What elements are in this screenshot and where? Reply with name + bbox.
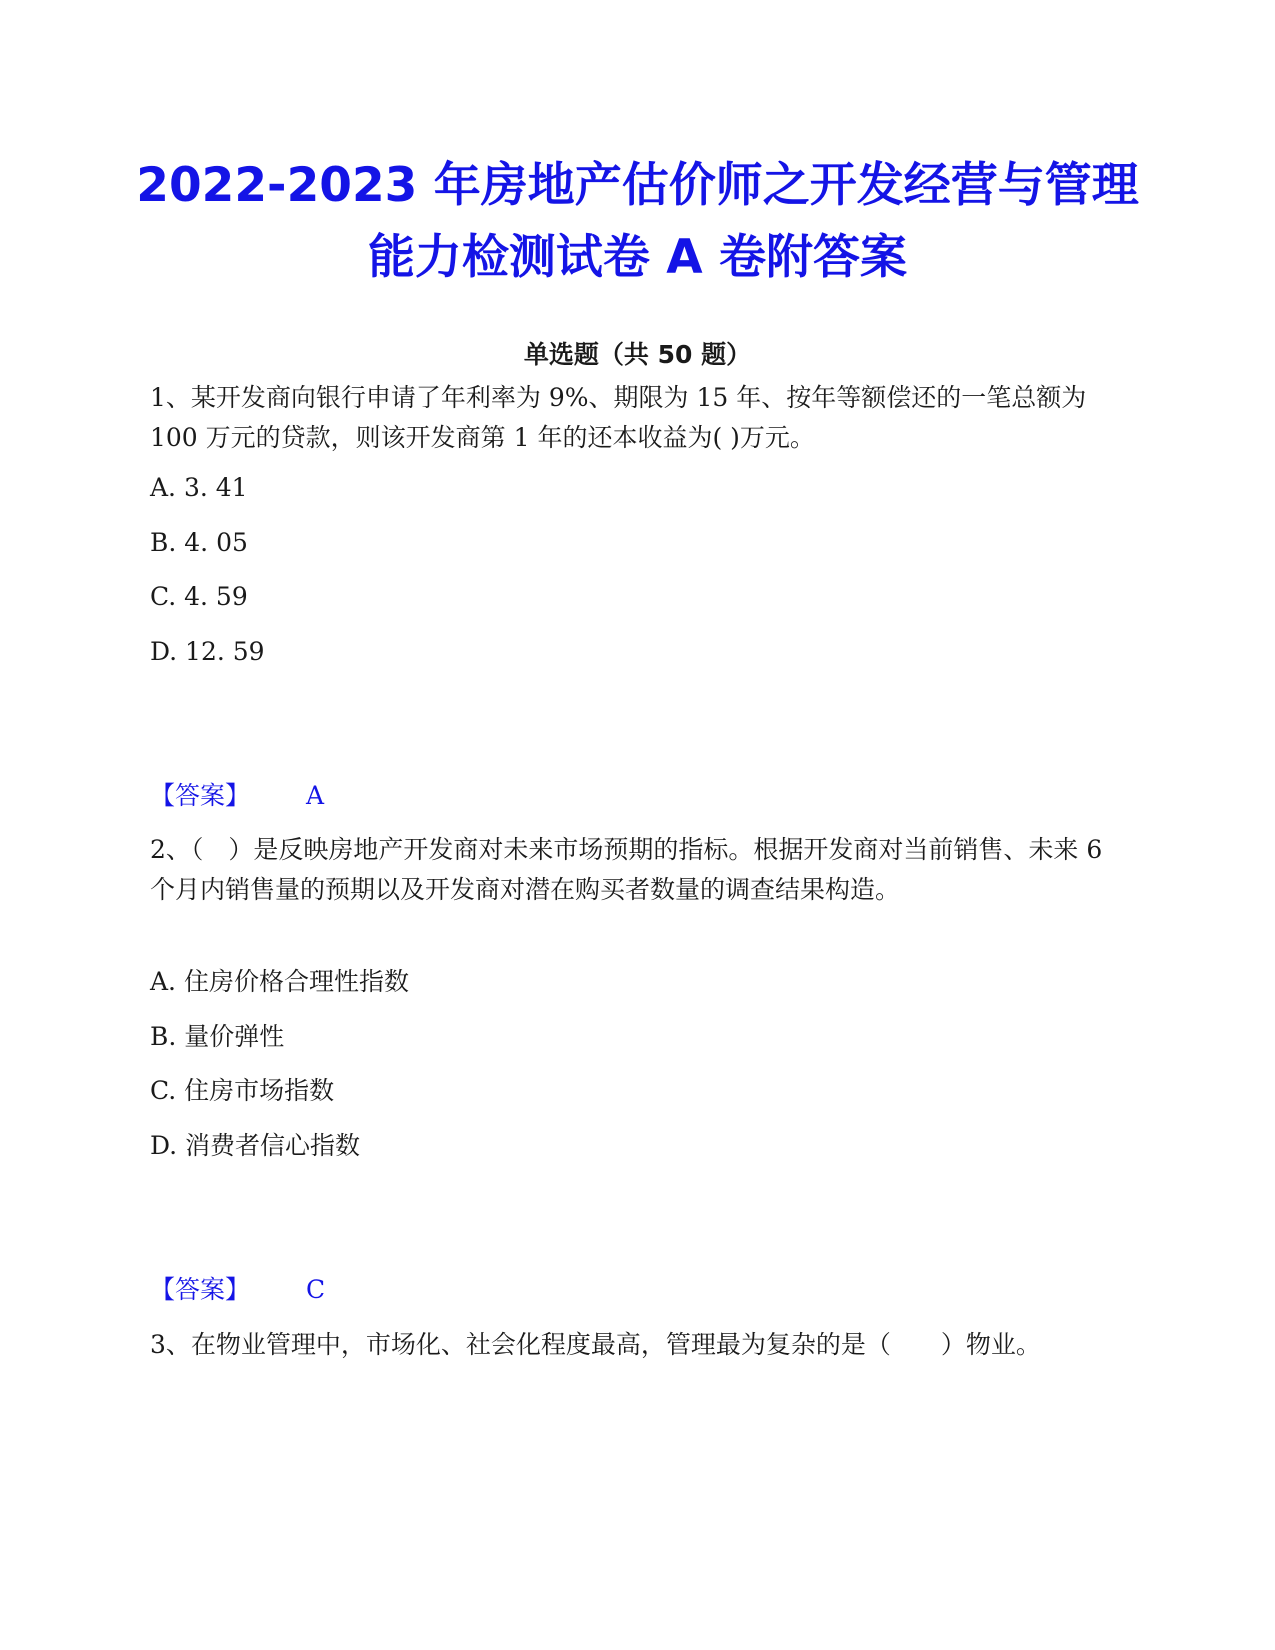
question-1-answer bbox=[150, 780, 324, 812]
question-2-option-c: C. 住房市场指数 bbox=[150, 1076, 335, 1105]
answer-value: C bbox=[306, 1275, 326, 1304]
question-2-option-a: A. 住房价格合理性指数 bbox=[150, 967, 409, 996]
answer-label: 【答案】 bbox=[150, 1275, 251, 1304]
question-3-text: 3、在物业管理中，市场化、社会化程度最高，管理最为复杂的是（ ）物业。 bbox=[150, 1330, 1041, 1359]
question-1-option-a: A. 3. 41 bbox=[150, 473, 248, 502]
section-heading: 单选题（共 50 题） bbox=[523, 340, 752, 369]
question-2-option-d: D. 消费者信心指数 bbox=[150, 1131, 361, 1160]
document-title: 2022-2023 年房地产估价师之开发经营与管理能力检测试卷 A 卷附答案 bbox=[136, 158, 1139, 285]
question-1-option-b: B. 4. 05 bbox=[150, 528, 248, 557]
question-1-text: 1、某开发商向银行申请了年利率为 9%、期限为 15 年、按年等额偿还的一笔总额为 100 万元的贷款，则该开发商第 1 年的还本收益为( )万元。 bbox=[150, 383, 1087, 452]
question-2-answer bbox=[150, 1274, 325, 1306]
answer-value: A bbox=[306, 781, 325, 810]
answer-label: 【答案】 bbox=[150, 781, 251, 810]
question-1-option-d: D. 12. 59 bbox=[150, 637, 265, 666]
question-2-option-b: B. 量价弹性 bbox=[150, 1022, 285, 1051]
question-1-option-c: C. 4. 59 bbox=[150, 582, 248, 611]
question-2-text: 2、（ ）是反映房地产开发商对未来市场预期的指标。根据开发商对当前销售、未来 6 个月内销售量的预期以及开发商对潜在购买者数量的调查结果构造。 bbox=[150, 835, 1103, 904]
